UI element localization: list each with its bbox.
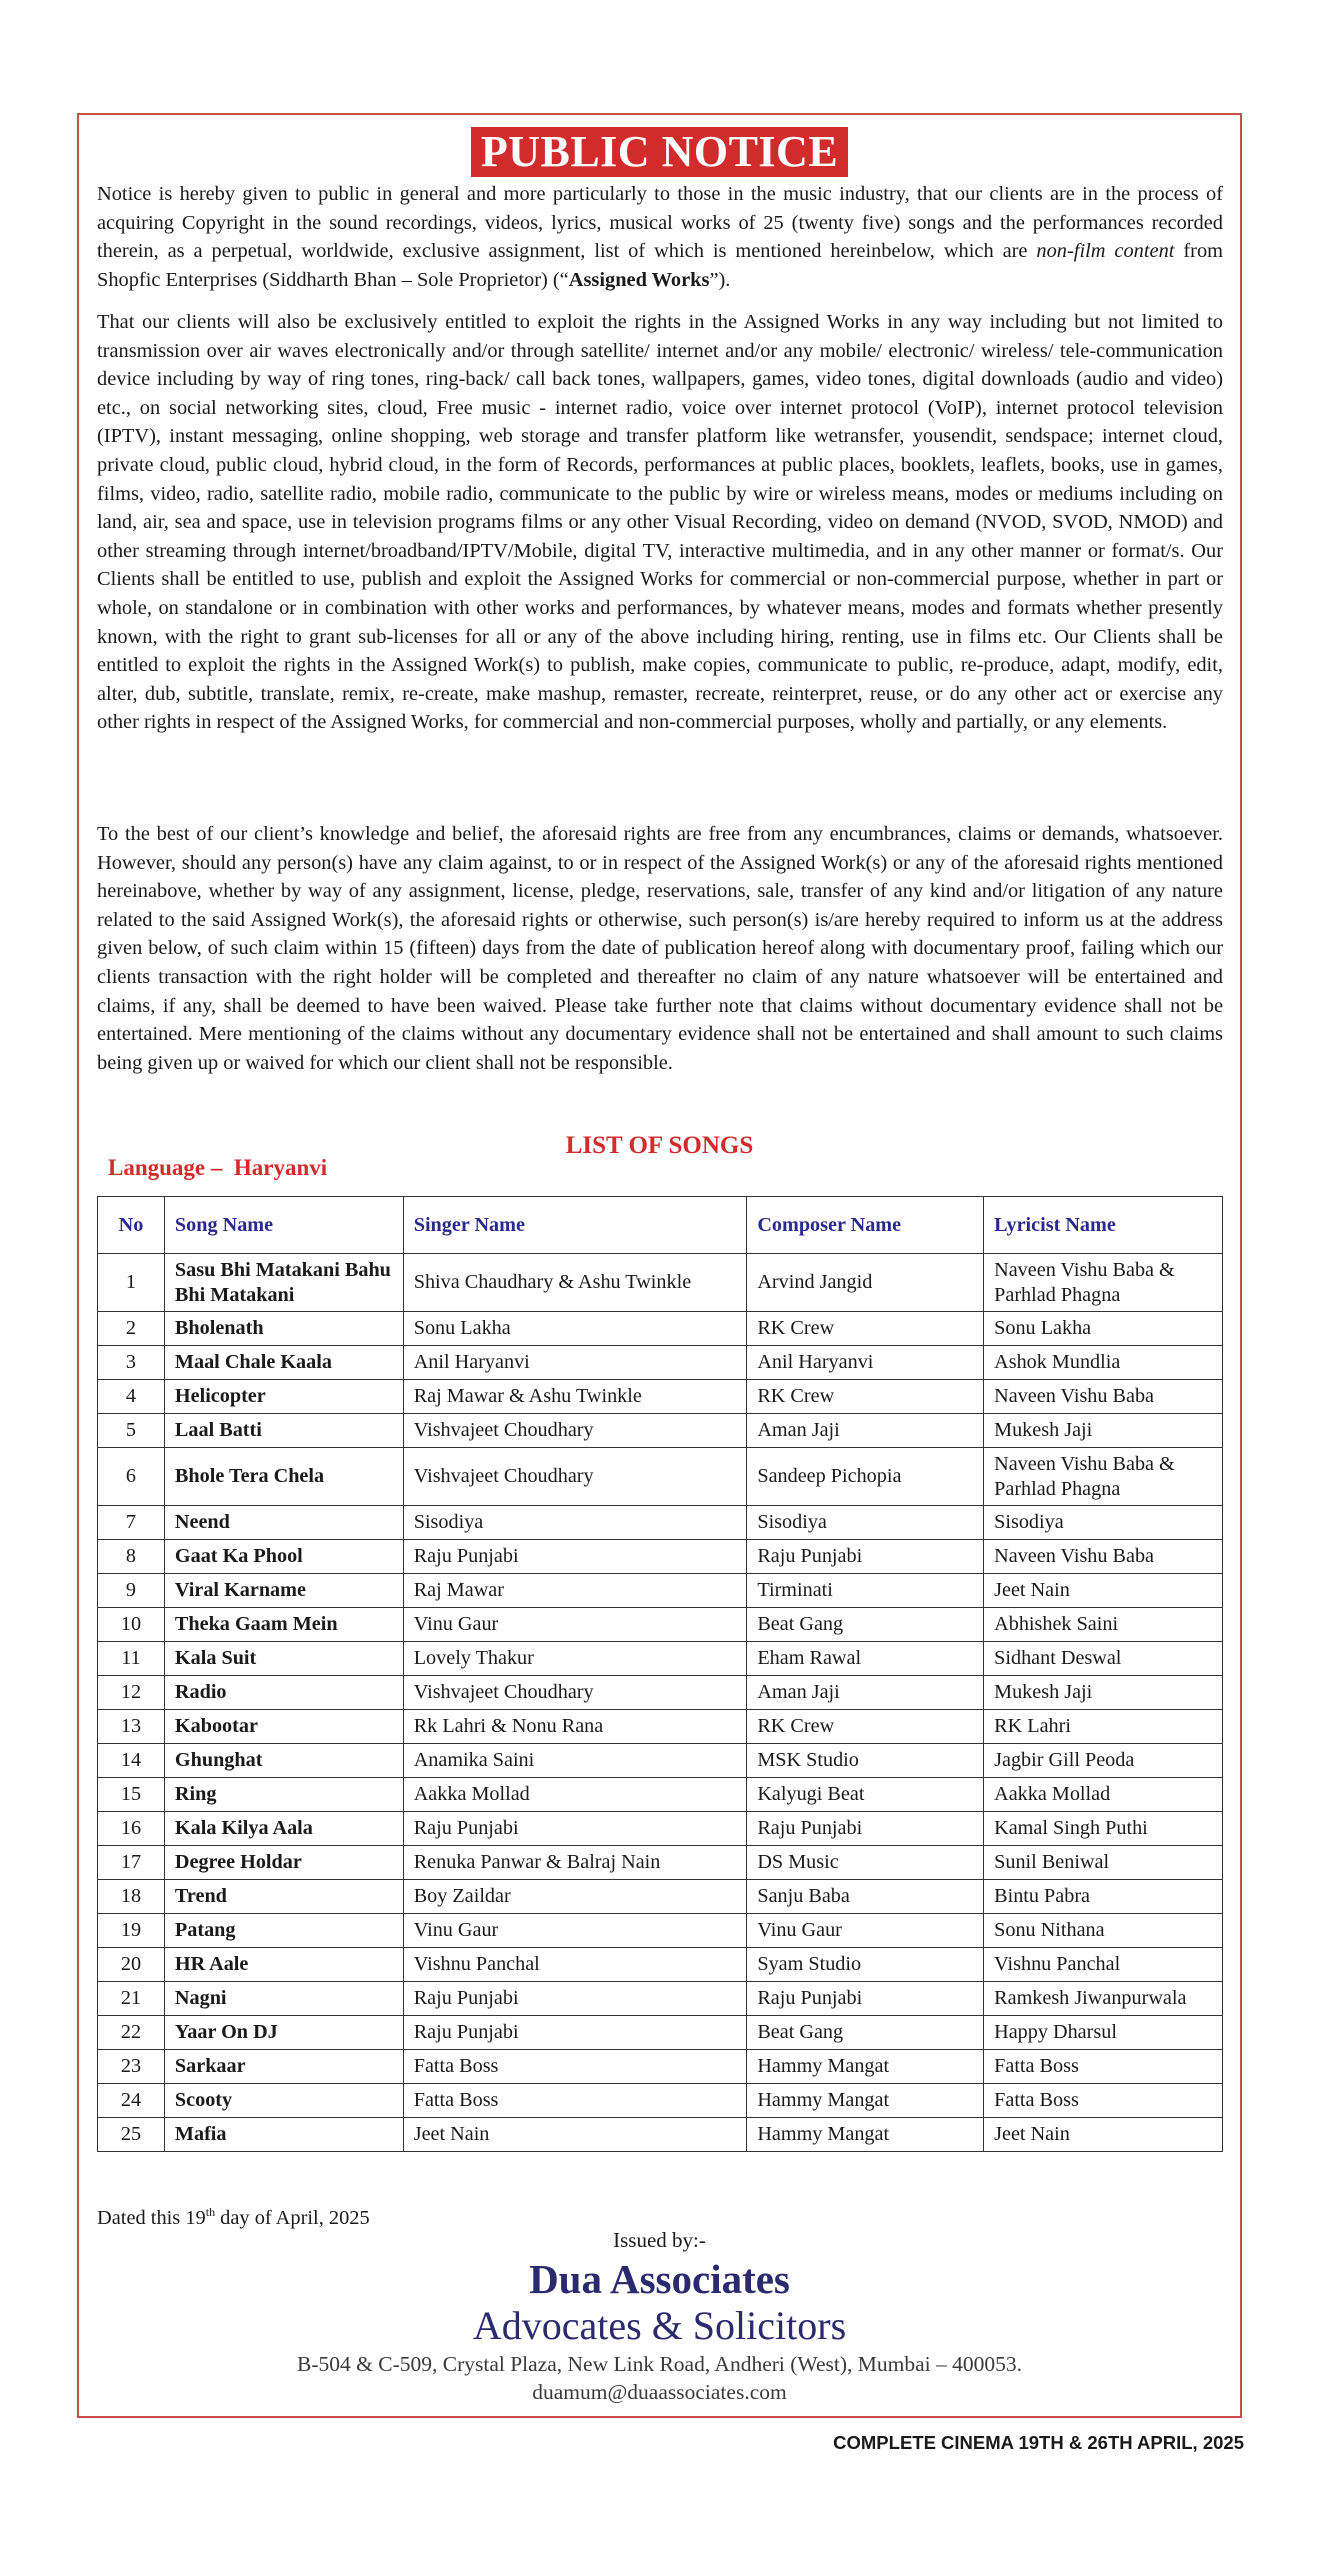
table-row — [98, 2050, 1223, 2084]
table-row — [98, 1312, 1223, 1346]
firm-address: B-504 & C-509, Crystal Plaza, New Link Road, Andheri (West), Mumbai – 400053. — [297, 2352, 1022, 2376]
cell-song-name: Bhole Tera Chela — [164, 1448, 403, 1506]
cell-lyricist-name: Mukesh Jaji — [984, 1676, 1223, 1710]
cell-composer-name: Tirminati — [747, 1574, 984, 1608]
cell-singer-name: Raju Punjabi — [403, 1812, 747, 1846]
table-row — [98, 2084, 1223, 2118]
cell-lyricist-name: Sisodiya — [984, 1506, 1223, 1540]
cell-singer-name: Boy Zaildar — [403, 1880, 747, 1914]
cell-lyricist-name: RK Lahri — [984, 1710, 1223, 1744]
cell-song-name: Neend — [164, 1506, 403, 1540]
firm-subtitle: Advocates & Solicitors — [472, 2303, 847, 2348]
cell-lyricist-name: Naveen Vishu Baba & Parhlad Phagna — [984, 1254, 1223, 1312]
cell-composer-name: Kalyugi Beat — [747, 1778, 984, 1812]
cell-no: 18 — [98, 1880, 165, 1914]
cell-composer-name: Sisodiya — [747, 1506, 984, 1540]
table-row — [98, 1608, 1223, 1642]
cell-lyricist-name: Jeet Nain — [984, 2118, 1223, 2152]
cell-no: 17 — [98, 1846, 165, 1880]
language-label: Language – Haryanvi — [108, 1155, 328, 1180]
cell-no: 10 — [98, 1608, 165, 1642]
cell-composer-name: Hammy Mangat — [747, 2084, 984, 2118]
firm-name: Dua Associates — [529, 2256, 790, 2302]
cell-lyricist-name: Sidhant Deswal — [984, 1642, 1223, 1676]
cell-lyricist-name: Jeet Nain — [984, 1574, 1223, 1608]
header-no: No — [98, 1197, 165, 1254]
cell-lyricist-name: Sonu Nithana — [984, 1914, 1223, 1948]
cell-lyricist-name: Fatta Boss — [984, 2050, 1223, 2084]
cell-singer-name: Fatta Boss — [403, 2084, 747, 2118]
table-header-row — [98, 1197, 1223, 1254]
dated-suffix: day of April, 2025 — [215, 2207, 370, 2229]
header-composer-name: Composer Name — [747, 1197, 984, 1254]
cell-no: 6 — [98, 1448, 165, 1506]
table-row — [98, 1710, 1223, 1744]
cell-no: 15 — [98, 1778, 165, 1812]
cell-composer-name: Sanju Baba — [747, 1880, 984, 1914]
table-row — [98, 1982, 1223, 2016]
table-row — [98, 1642, 1223, 1676]
cell-lyricist-name: Vishnu Panchal — [984, 1948, 1223, 1982]
cell-lyricist-name: Mukesh Jaji — [984, 1414, 1223, 1448]
cell-singer-name: Raj Mawar & Ashu Twinkle — [403, 1380, 747, 1414]
cell-no: 2 — [98, 1312, 165, 1346]
cell-singer-name: Raj Mawar — [403, 1574, 747, 1608]
table-row — [98, 1448, 1223, 1506]
cell-composer-name: Raju Punjabi — [747, 1812, 984, 1846]
table-row — [98, 1574, 1223, 1608]
table-row — [98, 1254, 1223, 1312]
table-row — [98, 2118, 1223, 2152]
cell-composer-name: Beat Gang — [747, 1608, 984, 1642]
firm-email: duamum@duaassociates.com — [532, 2380, 787, 2404]
cell-composer-name: Raju Punjabi — [747, 1540, 984, 1574]
cell-no: 21 — [98, 1982, 165, 2016]
cell-song-name: Trend — [164, 1880, 403, 1914]
notice-title: PUBLIC NOTICE — [471, 127, 848, 177]
table-row — [98, 1540, 1223, 1574]
cell-song-name: Kala Suit — [164, 1642, 403, 1676]
songs-table-body — [98, 1254, 1223, 2152]
cell-composer-name: Sandeep Pichopia — [747, 1448, 984, 1506]
cell-singer-name: Raju Punjabi — [403, 1982, 747, 2016]
cell-composer-name: Vinu Gaur — [747, 1914, 984, 1948]
dated-prefix: Dated this 19 — [97, 2207, 206, 2229]
cell-composer-name: Aman Jaji — [747, 1414, 984, 1448]
table-row — [98, 1846, 1223, 1880]
cell-lyricist-name: Happy Dharsul — [984, 2016, 1223, 2050]
cell-song-name: Theka Gaam Mein — [164, 1608, 403, 1642]
header-song-name: Song Name — [164, 1197, 403, 1254]
cell-singer-name: Renuka Panwar & Balraj Nain — [403, 1846, 747, 1880]
cell-no: 3 — [98, 1346, 165, 1380]
cell-lyricist-name: Bintu Pabra — [984, 1880, 1223, 1914]
issued-by: Issued by:- — [613, 2228, 706, 2252]
cell-no: 19 — [98, 1914, 165, 1948]
table-row — [98, 1880, 1223, 1914]
cell-no: 20 — [98, 1948, 165, 1982]
cell-no: 22 — [98, 2016, 165, 2050]
cell-no: 16 — [98, 1812, 165, 1846]
cell-singer-name: Sisodiya — [403, 1506, 747, 1540]
cell-composer-name: RK Crew — [747, 1710, 984, 1744]
cell-song-name: Kabootar — [164, 1710, 403, 1744]
cell-song-name: Yaar On DJ — [164, 2016, 403, 2050]
cell-composer-name: DS Music — [747, 1846, 984, 1880]
cell-singer-name: Vinu Gaur — [403, 1608, 747, 1642]
cell-singer-name: Anil Haryanvi — [403, 1346, 747, 1380]
cell-no: 9 — [98, 1574, 165, 1608]
cell-lyricist-name: Kamal Singh Puthi — [984, 1812, 1223, 1846]
table-row — [98, 1676, 1223, 1710]
cell-lyricist-name: Jagbir Gill Peoda — [984, 1744, 1223, 1778]
songs-table — [97, 1196, 1223, 2152]
cell-no: 7 — [98, 1506, 165, 1540]
cell-singer-name: Vishnu Panchal — [403, 1948, 747, 1982]
cell-singer-name: Vishvajeet Choudhary — [403, 1676, 747, 1710]
cell-song-name: Viral Karname — [164, 1574, 403, 1608]
cell-lyricist-name: Aakka Mollad — [984, 1778, 1223, 1812]
cell-no: 1 — [98, 1254, 165, 1312]
cell-singer-name: Vinu Gaur — [403, 1914, 747, 1948]
cell-singer-name: Fatta Boss — [403, 2050, 747, 2084]
cell-no: 8 — [98, 1540, 165, 1574]
cell-song-name: Sasu Bhi Matakani Bahu Bhi Matakani — [164, 1254, 403, 1312]
table-row — [98, 1744, 1223, 1778]
cell-lyricist-name: Ashok Mundlia — [984, 1346, 1223, 1380]
cell-song-name: Ring — [164, 1778, 403, 1812]
cell-song-name: Patang — [164, 1914, 403, 1948]
cell-no: 25 — [98, 2118, 165, 2152]
cell-no: 24 — [98, 2084, 165, 2118]
cell-lyricist-name: Fatta Boss — [984, 2084, 1223, 2118]
header-singer-name: Singer Name — [403, 1197, 747, 1254]
notice-paragraph-3: To the best of our client’s knowledge and belief, the aforesaid rights are free from any encumbrances, claims or demands, whatsoever. However, should any person(s) have any claim against, to or in respect of the Assigned Work(s) or any of the aforesaid rights mentioned hereinabove, whether by way of any assignment, license, pledge, reservations, sale, transfer of any kind and/or litigation of any nature related to the said Assigned Work(s), the aforesaid rights or otherwise, such person(s) is/are hereby required to inform us at the address given below, of such claim within 15 (fifteen) days from the date of publication hereof along with documentary proof, failing which our clients transaction with the right holder will be completed and thereafter no claim of any nature whatsoever will be entertained and claims, if any, shall be deemed to have been waived. Please take further note that claims without documentary evidence shall not be entertained. Mere mentioning of the claims without any documentary evidence shall not be entertained and shall amount to such claims being given up or waived for which our client shall not be responsible. — [97, 823, 1223, 1074]
cell-composer-name: Hammy Mangat — [747, 2118, 984, 2152]
songs-list-title: LIST OF SONGS — [565, 1132, 754, 1159]
cell-lyricist-name: Abhishek Saini — [984, 1608, 1223, 1642]
table-row — [98, 2016, 1223, 2050]
cell-singer-name: Sonu Lakha — [403, 1312, 747, 1346]
cell-song-name: Nagni — [164, 1982, 403, 2016]
cell-singer-name: Vishvajeet Choudhary — [403, 1448, 747, 1506]
cell-composer-name: Anil Haryanvi — [747, 1346, 984, 1380]
cell-singer-name: Rk Lahri & Nonu Rana — [403, 1710, 747, 1744]
cell-no: 11 — [98, 1642, 165, 1676]
notice-paragraph-1 — [97, 180, 1223, 294]
table-row — [98, 1506, 1223, 1540]
cell-no: 14 — [98, 1744, 165, 1778]
cell-song-name: Radio — [164, 1676, 403, 1710]
cell-song-name: Mafia — [164, 2118, 403, 2152]
cell-no: 12 — [98, 1676, 165, 1710]
table-row — [98, 1414, 1223, 1448]
cell-no: 4 — [98, 1380, 165, 1414]
cell-song-name: HR Aale — [164, 1948, 403, 1982]
table-row — [98, 1346, 1223, 1380]
cell-composer-name: Syam Studio — [747, 1948, 984, 1982]
header-lyricist-name: Lyricist Name — [984, 1197, 1223, 1254]
cell-composer-name: Beat Gang — [747, 2016, 984, 2050]
dated-sup: th — [205, 2205, 216, 2220]
para1-italic: non-film content — [1036, 240, 1175, 263]
cell-singer-name: Aakka Mollad — [403, 1778, 747, 1812]
notice-paragraph-2: That our clients will also be exclusively entitled to exploit the rights in the Assigned Works in any way including but not limited to transmission over air waves electronically and/or through satellite/ internet and/or any mobile/ electronic/ wireless/ tele-communication device including by way of ring tones, ring-back/ call back tones, wallpapers, games, video tones, digital downloads (audio and video) etc., on social networking sites, cloud, Free music - internet radio, voice over internet protocol (VoIP), internet protocol television (IPTV), instant messaging, online shopping, web storage and transfer platform like wetransfer, yousendit, sendspace; internet cloud, private cloud, public cloud, hybrid cloud, in the form of Records, performances at public places, booklets, leaflets, books, use in games, films, video, radio, satellite radio, mobile radio, communicate to the public by wire or wireless means, modes or mediums including on land, air, sea and space, use in television programs films or any other Visual Recording, video on demand (NVOD, SVOD, NMOD) and other streaming through internet/broadband/IPTV/Mobile, digital TV, interactive multimedia, and in any other manner or format/s. Our Clients shall be entitled to use, publish and exploit the Assigned Works for commercial or non-commercial purpose, whether in part or whole, on standalone or in combination with other works and performances, by whatever means, modes and formats whether presently known, with the right to grant sub-licenses for all or any of the above including hiring, renting, use in films etc. Our Clients shall be entitled to exploit the rights in the Assigned Work(s) to publish, make copies, communicate to public, re-produce, adapt, modify, edit, alter, dub, subtitle, translate, remix, re-create, make mashup, remaster, recreate, reinterpret, reuse, or do any other act or exercise any other rights in respect of the Assigned Works, for commercial and non-commercial purposes, wholly and partially, or any elements. — [97, 311, 1223, 734]
cell-song-name: Maal Chale Kaala — [164, 1346, 403, 1380]
cell-lyricist-name: Naveen Vishu Baba — [984, 1380, 1223, 1414]
table-row — [98, 1380, 1223, 1414]
para1-text: Notice is hereby given to public in general and more particularly to those in the music industry, that our clients are in the process of acquiring Copyright in the sound recordings, videos, lyrics, musical works of 25 (twenty five) songs and the performances recorded therein, as a perpetual, worldwide, exclusive assignment, list of which is mentioned hereinbelow, which are — [97, 183, 1223, 263]
cell-composer-name: Raju Punjabi — [747, 1982, 984, 2016]
table-row — [98, 1914, 1223, 1948]
cell-song-name: Ghunghat — [164, 1744, 403, 1778]
publication-footer: COMPLETE CINEMA 19TH & 26TH APRIL, 2025 — [833, 2432, 1244, 2453]
cell-song-name: Sarkaar — [164, 2050, 403, 2084]
cell-singer-name: Shiva Chaudhary & Ashu Twinkle — [403, 1254, 747, 1312]
cell-no: 13 — [98, 1710, 165, 1744]
table-row — [98, 1778, 1223, 1812]
para1-bold: Assigned Works — [568, 268, 710, 291]
cell-song-name: Scooty — [164, 2084, 403, 2118]
para1-end: ”). — [709, 268, 731, 291]
cell-singer-name: Raju Punjabi — [403, 2016, 747, 2050]
table-row — [98, 1812, 1223, 1846]
cell-no: 5 — [98, 1414, 165, 1448]
cell-lyricist-name: Sonu Lakha — [984, 1312, 1223, 1346]
table-row — [98, 1948, 1223, 1982]
cell-singer-name: Vishvajeet Choudhary — [403, 1414, 747, 1448]
cell-composer-name: Eham Rawal — [747, 1642, 984, 1676]
cell-singer-name: Raju Punjabi — [403, 1540, 747, 1574]
cell-song-name: Kala Kilya Aala — [164, 1812, 403, 1846]
cell-composer-name: Arvind Jangid — [747, 1254, 984, 1312]
cell-lyricist-name: Naveen Vishu Baba & Parhlad Phagna — [984, 1448, 1223, 1506]
cell-singer-name: Anamika Saini — [403, 1744, 747, 1778]
cell-song-name: Gaat Ka Phool — [164, 1540, 403, 1574]
cell-composer-name: Aman Jaji — [747, 1676, 984, 1710]
para1-text-cont: from Shopfic Enterprises (Siddharth Bhan – Sole Proprietor) (“ — [97, 240, 1224, 291]
cell-lyricist-name: Naveen Vishu Baba — [984, 1540, 1223, 1574]
cell-composer-name: RK Crew — [747, 1380, 984, 1414]
cell-song-name: Laal Batti — [164, 1414, 403, 1448]
cell-song-name: Helicopter — [164, 1380, 403, 1414]
cell-composer-name: RK Crew — [747, 1312, 984, 1346]
cell-no: 23 — [98, 2050, 165, 2084]
cell-singer-name: Lovely Thakur — [403, 1642, 747, 1676]
cell-lyricist-name: Sunil Beniwal — [984, 1846, 1223, 1880]
cell-song-name: Degree Holdar — [164, 1846, 403, 1880]
cell-song-name: Bholenath — [164, 1312, 403, 1346]
cell-lyricist-name: Ramkesh Jiwanpurwala — [984, 1982, 1223, 2016]
notice-header — [0, 127, 1319, 177]
cell-composer-name: Hammy Mangat — [747, 2050, 984, 2084]
cell-composer-name: MSK Studio — [747, 1744, 984, 1778]
cell-singer-name: Jeet Nain — [403, 2118, 747, 2152]
